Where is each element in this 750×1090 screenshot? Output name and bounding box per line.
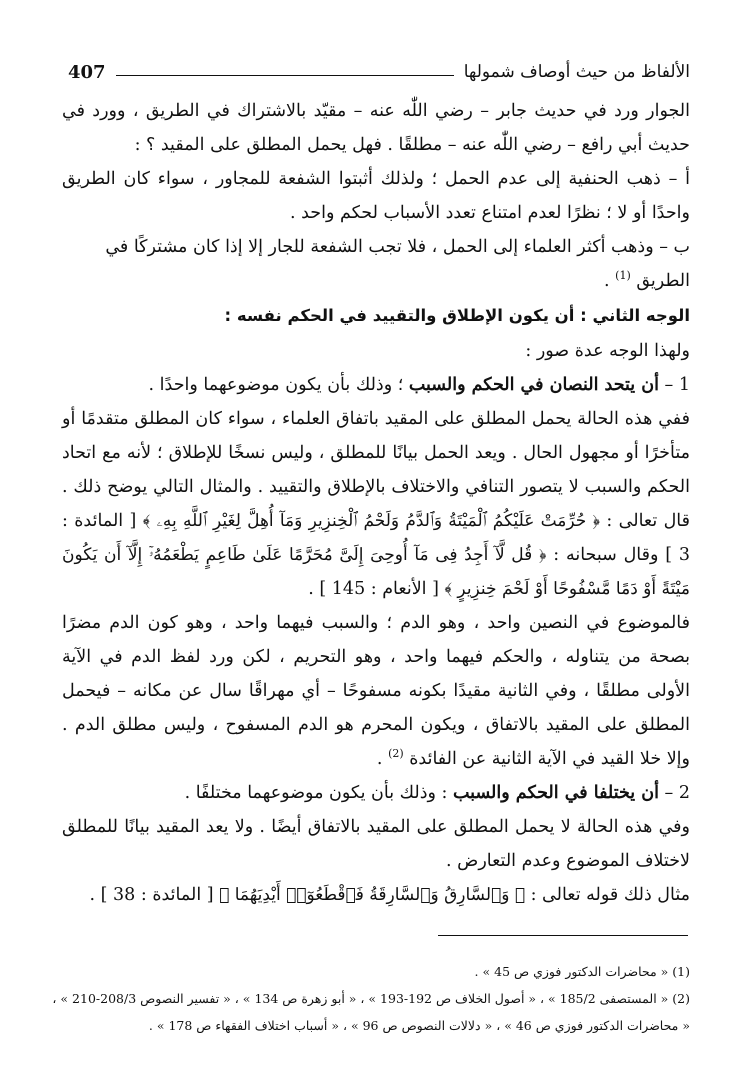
paragraph-case1-a-mid: وقال سبحانه : (546, 545, 659, 565)
paragraph-majority-text: ب – وذهب أكثر العلماء إلى الحمل ، فلا تجب الشفعة للجار إلا إذا كان مشتركًا في الطريق (105, 237, 690, 291)
verse-ref-maidah-38: [ المائدة : 38 ] . (89, 885, 220, 905)
list-item-2-rest: : وذلك بأن يكون موضوعهما مختلفًا . (184, 783, 453, 803)
header-rule (116, 75, 454, 76)
paragraph-example (62, 878, 690, 912)
page-number: 407 (68, 61, 106, 83)
paragraph-example-lead: مثال ذلك قوله تعالى : (525, 885, 690, 905)
verse-ref-anam-145: [ الأنعام : 145 ] . (308, 579, 445, 599)
paragraph-case1-a (62, 402, 690, 606)
paragraph-case1-b (62, 606, 690, 776)
footnote-2: (2) « المستصفى 185/2 » ، « أصول الخلاف ص 192-193 » ، « أبو زهرة ص 134 » ، « تفسير النصوص 208/3-210 » ، (52, 991, 690, 1006)
section-heading: الوجه الثاني : أن يكون الإطلاق والتقييد في الحكم نفسه : (224, 306, 690, 325)
verse-ref-maidah-3: [ المائدة : 3 ] (62, 511, 690, 565)
footnote-1: (1) « محاضرات الدكتور فوزي ص 45 » . (474, 964, 690, 979)
quran-verse-maidah-3: ﴿ حُرِّمَتْ عَلَيْكُمُ ٱلْمَيْتَةُ وَٱلدَّمُ وَلَحْمُ ٱلْخِنزِيرِ وَمَآ أُهِلَّ لِغَيْرِ ٱللَّهِ بِهِۦ ﴾ (142, 511, 601, 531)
paragraph-intro: ولهذا الوجه عدة صور : (525, 341, 690, 361)
list-item-1-rest: ؛ وذلك بأن يكون موضوعهما واحدًا . (148, 375, 409, 395)
paragraph-majority-tail: . (604, 271, 616, 291)
running-header (62, 56, 690, 88)
footnote-ref-2[interactable]: (2) (388, 747, 404, 761)
header-title: الألفاظ من حيث أوصاف شمولها (463, 62, 690, 82)
paragraph-hanafi: أ – ذهب الحنفية إلى عدم الحمل ؛ ولذلك أثبتوا الشفعة للمجاور ، سواء كان الطريق واحدًا أو لا ؛ نظرًا لعدم امتناع تعدد الأسباب لحكم واحد . (62, 169, 690, 223)
paragraph-jiwar: الجوار ورد في حديث جابر – رضي اللّٰه عنه – مقيّد بالاشتراك في الطريق ، وورد في حديث أبي رافع – رضي اللّٰه عنه – مطلقًا . فهل يحمل المطلق على المقيد ؟ : (62, 101, 690, 155)
paragraph-case1-a-text: ففي هذه الحالة يحمل المطلق على المقيد باتفاق العلماء ، سواء كان المطلق متقدمًا أو متأخرًا أو مجهول الحال . ويعد الحمل بيانًا للمطلق ، وليس نسخًا للإطلاق ؛ لأنه مع اتحاد الحكم والسبب لا يتصور التنافي والاختلاف بالإطلاق والتقييد . والمثال التالي يوضح ذلك . قال تعالى : (62, 409, 690, 531)
quran-verse-anam-145: ﴿ قُل لَّآ أَجِدُ فِى مَآ أُوحِىَ إِلَىَّ مُحَرَّمًا عَلَىٰ طَاعِمٍ يَطْعَمُهُۥٓ إِلَّآ أَن يَكُونَ مَيْتَةً أَوْ دَمًا مَّسْفُوحًا أَوْ لَحْمَ خِنزِيرٍ ﴾ (62, 545, 690, 599)
paragraph-case2: وفي هذه الحالة لا يحمل المطلق على المقيد بالاتفاق أيضًا . ولا يعد المقيد بيانًا للمطلق لاختلاف الموضوع وعدم التعارض . (62, 817, 690, 871)
list-item-1-bold: أن يتحد النصان في الحكم والسبب (408, 375, 659, 395)
footnote-ref-1[interactable]: (1) (615, 269, 631, 283)
list-item-2 (62, 776, 690, 810)
footnotes (52, 958, 690, 1039)
list-item-2-bold: أن يختلفا في الحكم والسبب (452, 783, 659, 803)
quran-verse-maidah-38: ﴿ وَٱلسَّارِقُ وَٱلسَّارِقَةُ فَٱقْطَعُوٓا۟ أَيْدِيَهُمَا ﴾ (219, 885, 526, 905)
list-item-1 (62, 368, 690, 402)
list-item-2-number: 2 – (658, 783, 690, 803)
footnote-rule (438, 935, 688, 936)
book-page (62, 56, 690, 912)
paragraph-case1-b-tail: . (376, 749, 389, 769)
paragraph-majority (62, 230, 690, 298)
list-item-1-number: 1 – (658, 375, 690, 395)
footnote-2-continued: « محاضرات الدكتور فوزي ص 46 » ، « دلالات النصوص ص 96 » ، « أسباب اختلاف الفقهاء ص 178 » . (148, 1018, 690, 1033)
body-text (62, 94, 690, 912)
paragraph-case1-b-text: فالموضوع في النصين واحد ، وهو الدم ؛ والسبب فيهما واحد ، وهو كون الدم مضرًا بصحة من يتناوله ، والحكم فيهما واحد ، وهو التحريم ، لكن ورد لفظ الدم في الآية الأولى مطلقًا ، وفي الثانية مقيدًا بكونه مسفوحًا – أي مهراقًا سال عن مكانه – فيحمل المطلق على المقيد بالاتفاق ، ويكون المحرم هو الدم المسفوح ، وليس مطلق الدم . وإلا خلا القيد في الآية الثانية عن الفائدة (62, 613, 690, 769)
